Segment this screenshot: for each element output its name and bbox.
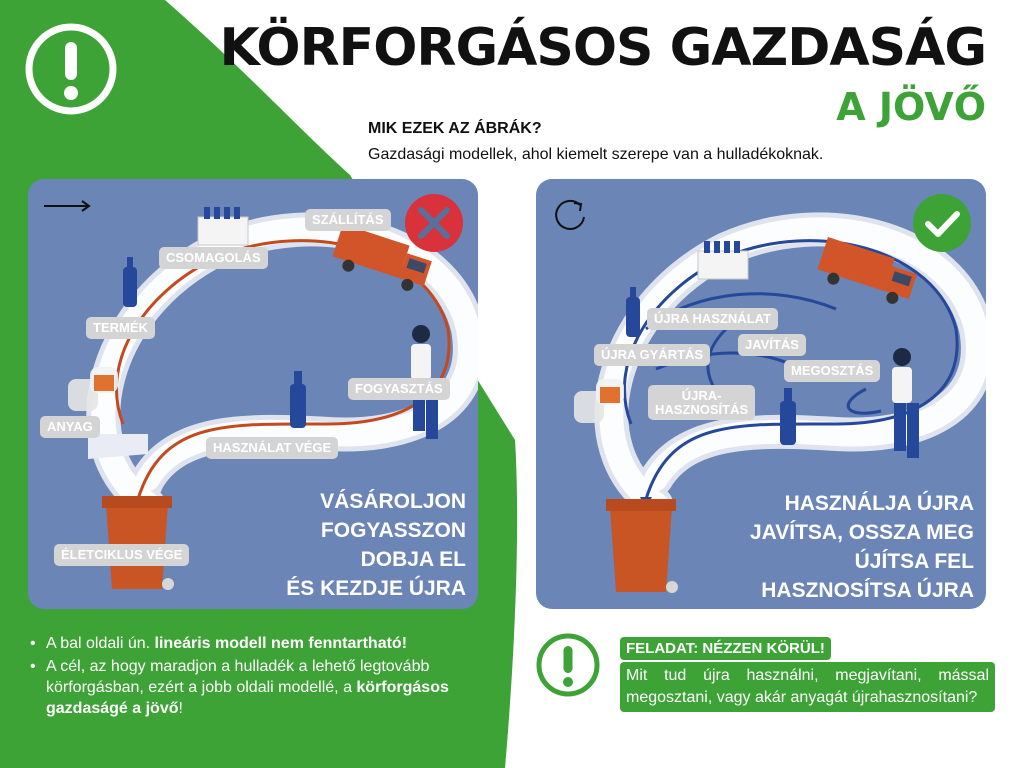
check-icon <box>912 193 972 253</box>
bullet-text: ! <box>178 700 183 717</box>
task-title: FELADAT: NÉZZEN KÖRÜL! <box>620 637 831 660</box>
bullet-bold: körforgásos gazdaságé a jövő <box>46 679 449 717</box>
linear-slogan <box>286 487 466 603</box>
label-csomagolas: CSOMAGOLÁS <box>159 247 268 269</box>
circular-slogan <box>750 489 974 605</box>
linear-slogan-line: VÁSÁROLJON <box>320 490 466 513</box>
label-termek: TERMÉK <box>86 317 155 339</box>
bullet-text: A cél, az hogy maradjon a hulladék a lehető legtovább körforgásban, ezért a jobb oldali modellé, a <box>46 658 430 696</box>
label-javitas: JAVÍTÁS <box>738 334 806 356</box>
label-anyag: ANYAG <box>40 416 100 438</box>
label-ujra-gyartas: ÚJRA GYÁRTÁS <box>594 344 710 366</box>
linear-slogan-line: ÉS KEZDJE ÚJRA <box>286 577 466 600</box>
label-eletciklus-vege: ÉLETCIKLUS VÉGE <box>54 544 189 566</box>
linear-model-panel <box>28 179 478 609</box>
label-ujra-hasznalat: ÚJRA HASZNÁLAT <box>647 308 778 330</box>
label-megosztas: MEGOSZTÁS <box>784 360 880 382</box>
x-icon <box>404 193 464 253</box>
circular-slogan-line: HASZNÁLJA ÚJRA <box>784 492 974 515</box>
circular-slogan-line: JAVÍTSA, OSSZA MEG <box>749 521 974 544</box>
label-ujrahasznositas <box>648 385 755 420</box>
label-hasznalat-vege: HASZNÁLAT VÉGE <box>206 437 338 459</box>
label-ujrahasznositas-line: ÚJRA- <box>681 388 722 403</box>
task-alert-icon <box>535 632 601 698</box>
task-text: Mit tud újra használni, megjavítani, mással megosztani, vagy akár anyagát újrahasznosítani? <box>620 662 995 712</box>
linear-slogan-line: FOGYASSZON <box>320 519 466 542</box>
summary-bullets <box>30 633 490 721</box>
question-title: MIK EZEK AZ ÁBRÁK? <box>368 120 542 137</box>
alert-icon <box>24 22 118 116</box>
page-subtitle: A JÖVŐ <box>836 85 986 129</box>
linear-slogan-line: DOBJA EL <box>360 548 466 571</box>
refresh-icon <box>550 195 590 235</box>
circular-slogan-line: HASZNOSÍTSA ÚJRA <box>761 579 974 602</box>
circular-slogan-line: ÚJÍTSA FEL <box>854 550 974 573</box>
arrow-right-icon <box>42 195 94 217</box>
circular-model-panel <box>536 179 986 609</box>
label-ujrahasznositas-line: HASZNOSÍTÁS <box>655 401 749 417</box>
label-szallitas: SZÁLLÍTÁS <box>305 209 391 231</box>
label-fogyasztas: FOGYASZTÁS <box>348 378 450 400</box>
bullet-item <box>30 656 490 719</box>
page-title: KÖRFORGÁSOS GAZDASÁG <box>219 18 986 78</box>
bullet-text: A bal oldali ún. <box>46 635 155 652</box>
bullet-bold: lineáris modell nem fenntartható! <box>154 635 408 652</box>
bullet-item <box>30 633 490 654</box>
question-text: Gazdasági modellek, ahol kiemelt szerepe van a hulladékoknak. <box>368 146 824 163</box>
